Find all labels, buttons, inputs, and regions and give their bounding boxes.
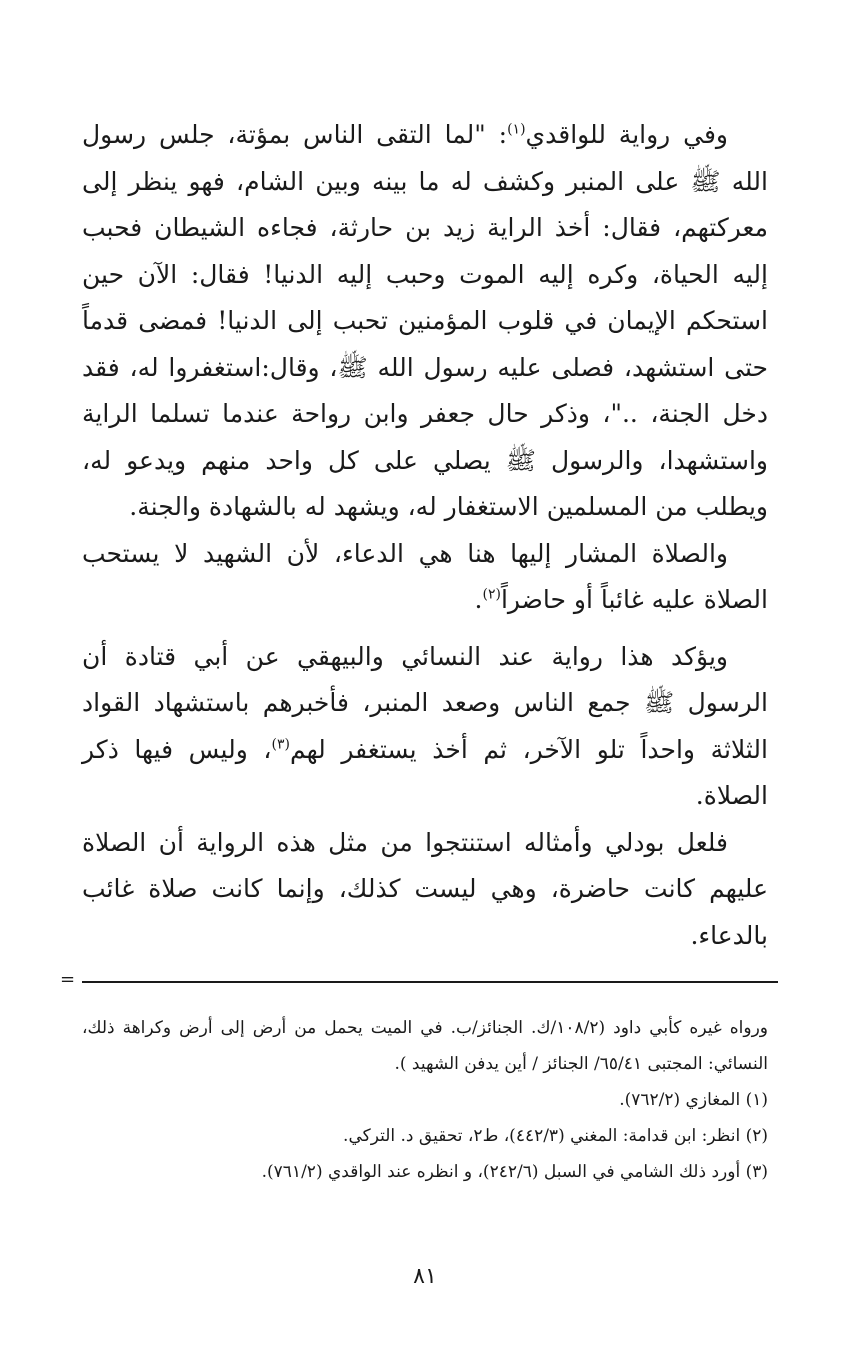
footnote-ref-2: (٢) — [482, 586, 501, 603]
paragraph-1-text-b: : "لما التقى الناس بمؤتة، جلس رسول الله ﷺ على المنبر وكشف له ما بينه وبين الشام، فهو ينظر إلى معركتهم، فقال: أخذ الراية زيد بن حارثة، فجاءه الشيطان فحبب إليه الحياة، وكره إليه الموت وحبب إليه الدنيا! فقال: الآن حين استحكم الإيمان في قلوب المؤمنين تحبب إلى الدنيا! فمضى قدماً حتى استشهد، فصلى عليه رسول الله ﷺ، وقال:استغفروا له، فقد دخل الجنة، .."، وذكر حال جعفر وابن رواحة عندما تسلما الراية واستشهدا، والرسول ﷺ يصلي على كل واحد منهم ويدعو له، ويطلب من المسلمين الاستغفار له، ويشهد له بالشهادة والجنة. — [82, 120, 768, 521]
paragraph-4 — [82, 820, 768, 960]
footnote-ref-1: (١) — [507, 121, 526, 138]
paragraph-3 — [82, 634, 768, 820]
footnote-ref-3: (٣) — [271, 736, 290, 753]
paragraph-1-text-a: وفي رواية للواقدي — [525, 120, 728, 149]
footnotes — [82, 1010, 768, 1190]
paragraph-3-text-a: ويؤكد هذا رواية عند النسائي والبيهقي عن أبي قتادة أن الرسول ﷺ جمع الناس وصعد المنبر، فأخبرهم باستشهاد القواد الثلاثة واحداً تلو الآخر، ثم أخذ يستغفر لهم — [82, 641, 768, 764]
footnote-2: (٢) انظر: ابن قدامة: المغني (٤٤٢/٣)، ط٢، تحقيق د. التركي. — [343, 1126, 768, 1146]
paragraph-2 — [82, 531, 768, 624]
paragraph-3-text-b: ، وليس فيها ذكر الصلاة. — [82, 734, 768, 810]
page-number: ٨١ — [413, 1264, 437, 1289]
footnote-continuation: ورواه غيره كأبي داود (١٠٨/٢/ك. الجنائز/ب. في الميت يحمل من أرض إلى أرض وكراهة ذلك، النسائي: المجتبى ٦٥/٤١/ الجنائز / أين يدفن الشهيد ). — [82, 1018, 769, 1074]
paragraph-4-text: فلعل بودلي وأمثاله استنتجوا من مثل هذه الرواية أن الصلاة عليهم كانت حاضرة، وهي ليست كذلك، وإنما كانت صلاة غائب بالدعاء. — [82, 827, 768, 950]
main-text — [82, 112, 768, 959]
footnote-separator — [82, 981, 778, 983]
paragraph-2-text-a: والصلاة المشار إليها هنا هي الدعاء، لأن الشهيد لا يستحب الصلاة عليه غائباً أو حاضراً — [82, 538, 768, 614]
paragraph-1 — [82, 112, 768, 531]
footnote-1: (١) المغازي (٧٦٢/٢). — [619, 1090, 768, 1110]
separator-mark: = — [60, 969, 76, 990]
paragraph-2-text-b: . — [474, 585, 483, 614]
footnote-3: (٣) أورد ذلك الشامي في السبل (٢٤٢/٦)، و انظره عند الواقدي (٧٦١/٢). — [261, 1162, 768, 1182]
